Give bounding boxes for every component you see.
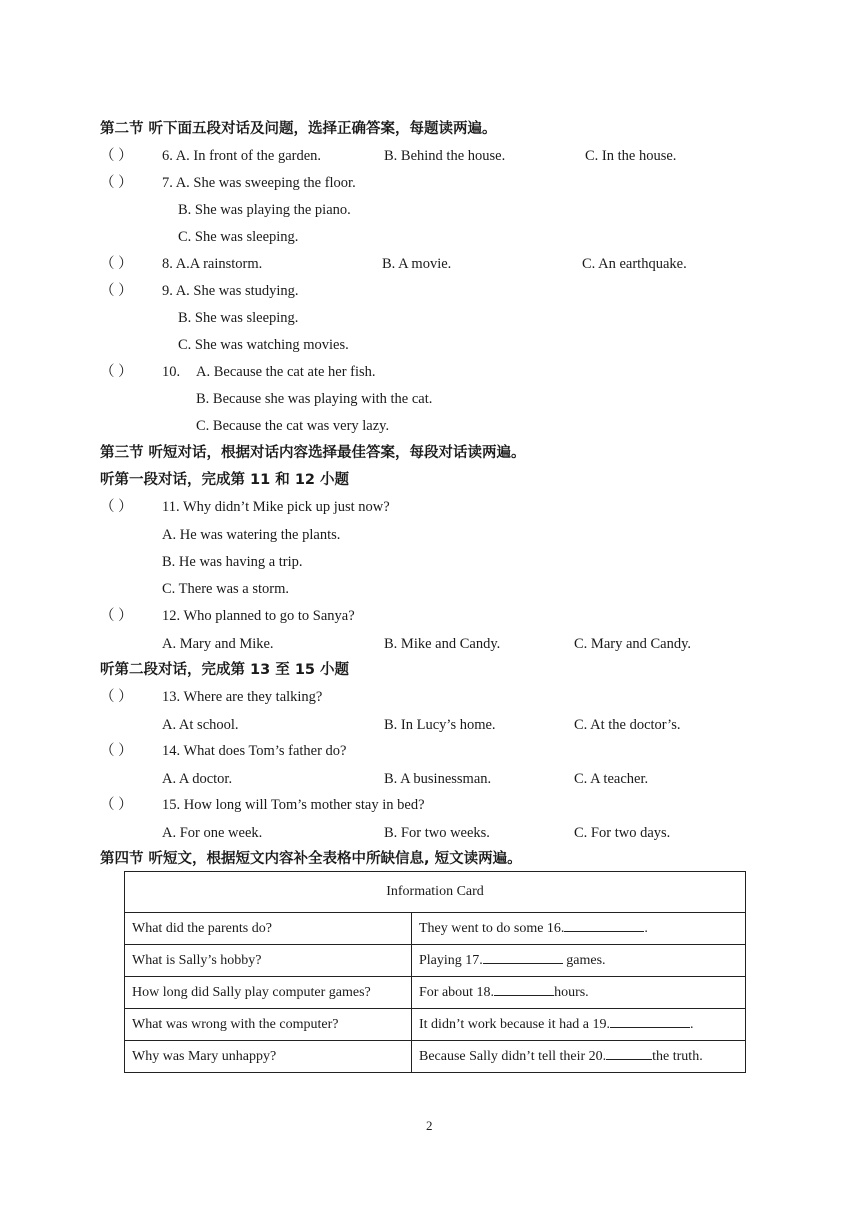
q12-option-c: C. Mary and Candy. <box>574 636 692 652</box>
answer-paren-14: （ ） <box>100 743 133 759</box>
q15-option-c: C. For two days. <box>574 825 671 841</box>
section-3-title: 第三节 听短对话，根据对话内容选择最佳答案，每段对话读两遍。 <box>100 445 526 461</box>
q9-option-a: 9. A. She was studying. <box>162 283 299 299</box>
answer-paren-6: （ ） <box>100 148 133 164</box>
card-answer <box>412 977 746 1009</box>
answer-text: Playing 17. <box>419 953 483 968</box>
card-question: What did the parents do? <box>125 913 412 945</box>
answer-text-end: . <box>644 921 648 936</box>
section-2-title: 第二节 听下面五段对话及问题，选择正确答案，每题读两遍。 <box>100 121 497 137</box>
answer-text: They went to do some 16. <box>419 921 565 936</box>
q13-option-a: A. At school. <box>162 717 239 733</box>
q7-option-c: C. She was sleeping. <box>178 229 299 245</box>
table-row <box>125 1009 746 1041</box>
card-question: What was wrong with the computer? <box>125 1009 412 1041</box>
answer-text-end: . <box>690 1017 694 1032</box>
q6-option-a: 6. A. In front of the garden. <box>162 148 322 164</box>
q14-option-c: C. A teacher. <box>574 771 649 787</box>
card-answer <box>412 1041 746 1073</box>
table-row <box>125 913 746 945</box>
card-question: Why was Mary unhappy? <box>125 1041 412 1073</box>
q11-option-a: A. He was watering the plants. <box>162 527 341 543</box>
q13-stem: 13. Where are they talking? <box>162 689 323 705</box>
information-card-table <box>124 871 746 1073</box>
q8-option-c: C. An earthquake. <box>582 256 687 272</box>
q13-option-c: C. At the doctor’s. <box>574 717 681 733</box>
q8-option-b: B. A movie. <box>382 256 452 272</box>
q6-option-b: B. Behind the house. <box>384 148 506 164</box>
answer-paren-13: （ ） <box>100 689 133 705</box>
answer-text: Because Sally didn’t tell their 20. <box>419 1049 607 1064</box>
q9-option-b: B. She was sleeping. <box>178 310 299 326</box>
answer-paren-15: （ ） <box>100 797 133 813</box>
q15-stem: 15. How long will Tom’s mother stay in bed? <box>162 797 425 813</box>
answer-paren-11: （ ） <box>100 499 133 515</box>
q10-option-b: B. Because she was playing with the cat. <box>196 391 433 407</box>
answer-paren-12: （ ） <box>100 608 133 624</box>
card-question: How long did Sally play computer games? <box>125 977 412 1009</box>
blank-16[interactable] <box>564 917 644 932</box>
q10-number: 10. <box>162 364 181 380</box>
q12-option-b: B. Mike and Candy. <box>384 636 501 652</box>
blank-19[interactable] <box>610 1013 690 1028</box>
answer-text: It didn’t work because it had a 19. <box>419 1017 611 1032</box>
card-question: What is Sally’s hobby? <box>125 945 412 977</box>
table-header-row <box>125 872 746 913</box>
q8-option-a: 8. A.A rainstorm. <box>162 256 263 272</box>
section-4-title: 第四节 听短文，根据短文内容补全表格中所缺信息, 短文读两遍。 <box>100 851 522 867</box>
card-answer <box>412 1009 746 1041</box>
q14-option-b: B. A businessman. <box>384 771 492 787</box>
table-row <box>125 1041 746 1073</box>
blank-17[interactable] <box>483 949 563 964</box>
answer-text-end: the truth. <box>652 1049 703 1064</box>
card-answer <box>412 913 746 945</box>
q12-stem: 12. Who planned to go to Sanya? <box>162 608 355 624</box>
q11-option-b: B. He was having a trip. <box>162 554 303 570</box>
page-number: 2 <box>426 1118 433 1133</box>
answer-paren-7: （ ） <box>100 175 133 191</box>
q10-option-c: C. Because the cat was very lazy. <box>196 418 390 434</box>
answer-paren-10: （ ） <box>100 364 133 380</box>
q10-option-a: A. Because the cat ate her fish. <box>196 364 376 380</box>
q7-option-b: B. She was playing the piano. <box>178 202 351 218</box>
q15-option-a: A. For one week. <box>162 825 263 841</box>
answer-paren-8: （ ） <box>100 256 133 272</box>
dialog-2-instruction: 听第二段对话，完成第 13 至 15 小题 <box>100 662 350 678</box>
blank-18[interactable] <box>494 981 554 996</box>
table-row <box>125 977 746 1009</box>
answer-paren-9: （ ） <box>100 283 133 299</box>
q9-option-c: C. She was watching movies. <box>178 337 349 353</box>
q11-stem: 11. Why didn’t Mike pick up just now? <box>162 499 390 515</box>
answer-text-end: hours. <box>554 985 589 1000</box>
q11-option-c: C. There was a storm. <box>162 581 289 597</box>
answer-text: For about 18. <box>419 985 495 1000</box>
q7-option-a: 7. A. She was sweeping the floor. <box>162 175 356 191</box>
table-row <box>125 945 746 977</box>
q13-option-b: B. In Lucy’s home. <box>384 717 496 733</box>
q14-stem: 14. What does Tom’s father do? <box>162 743 347 759</box>
q15-option-b: B. For two weeks. <box>384 825 490 841</box>
answer-text-end: games. <box>562 953 606 968</box>
blank-20[interactable] <box>606 1045 652 1060</box>
information-card-title: Information Card <box>125 872 746 913</box>
q6-option-c: C. In the house. <box>585 148 677 164</box>
q12-option-a: A. Mary and Mike. <box>162 636 274 652</box>
dialog-1-instruction: 听第一段对话，完成第 11 和 12 小题 <box>100 472 350 488</box>
card-answer <box>412 945 746 977</box>
q14-option-a: A. A doctor. <box>162 771 233 787</box>
